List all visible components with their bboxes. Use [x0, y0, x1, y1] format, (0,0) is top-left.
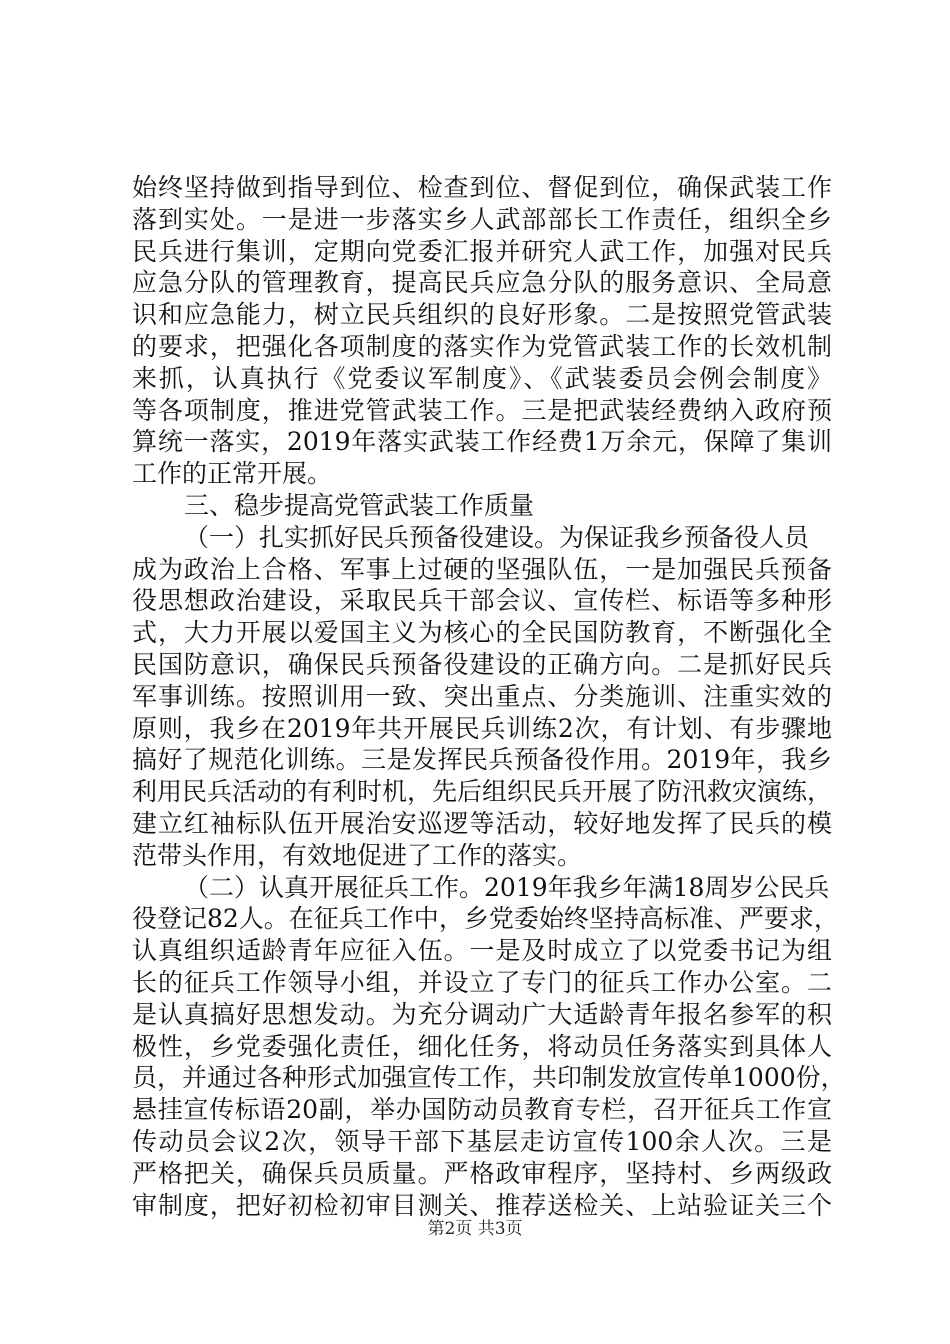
text-line: 员，并通过各种形式加强宣传工作，共印制发放宣传单1000份，	[132, 1063, 846, 1093]
document-body	[132, 172, 846, 1221]
text-line: 搞好了规范化训练。三是发挥民兵预备役作用。2019年，我乡	[132, 745, 832, 775]
subsection-heading: （二）认真开展征兵工作。2019年我乡年满18周岁公民兵	[184, 872, 830, 902]
text-line: 等各项制度，推进党管武装工作。三是把武装经费纳入政府预	[132, 395, 832, 425]
text-line: 是认真搞好思想发动。为充分调动广大适龄青年报名参军的积	[132, 999, 832, 1029]
text-line: 军事训练。按照训用一致、突出重点、分类施训、注重实效的	[132, 681, 832, 711]
text-line: 成为政治上合格、军事上过硬的坚强队伍，一是加强民兵预备	[132, 554, 832, 584]
text-line: 民兵进行集训，定期向党委汇报并研究人武工作，加强对民兵	[132, 236, 832, 266]
text-line: 认真组织适龄青年应征入伍。一是及时成立了以党委书记为组	[132, 936, 832, 966]
text-line: 始终坚持做到指导到位、检查到位、督促到位，确保武装工作	[132, 173, 832, 202]
text-line: 工作的正常开展。	[132, 459, 333, 489]
text-line: 长的征兵工作领导小组，并设立了专门的征兵工作办公室。二	[132, 967, 832, 997]
subsection-heading: （一）扎实抓好民兵预备役建设。为保证我乡预备役人员	[184, 522, 810, 552]
page-number-footer: 第2页 共3页	[427, 1219, 523, 1239]
text-line: 极性，乡党委强化责任，细化任务，将动员任务落实到具体人	[132, 1031, 832, 1061]
text-line: 传动员会议2次，领导干部下基层走访宣传100余人次。三是	[132, 1126, 832, 1156]
text-line: 严格把关，确保兵员质量。严格政审程序，坚持村、乡两级政	[132, 1158, 832, 1188]
text-line: 来抓，认真执行《党委议军制度》、《武装委员会例会制度》	[132, 363, 832, 393]
text-line: 建立红袖标队伍开展治安巡逻等活动，较好地发挥了民兵的模	[132, 808, 832, 838]
text-line: 的要求，把强化各项制度的落实作为党管武装工作的长效机制	[132, 331, 832, 361]
text-line: 民国防意识，确保民兵预备役建设的正确方向。二是抓好民兵	[132, 649, 832, 679]
text-line: 应急分队的管理教育，提高民兵应急分队的服务意识、全局意	[132, 268, 832, 298]
text-line: 役登记82人。在征兵工作中，乡党委始终坚持高标准、严要求，	[132, 904, 839, 934]
text-line: 审制度，把好初检初审目测关、推荐送检关、上站验证关三个	[132, 1190, 832, 1220]
text-line: 原则，我乡在2019年共开展民兵训练2次，有计划、有步骤地	[132, 713, 832, 743]
text-line: 识和应急能力，树立民兵组织的良好形象。二是按照党管武装	[132, 300, 832, 330]
text-line: 落到实处。一是进一步落实乡人武部部长工作责任，组织全乡	[132, 204, 832, 234]
text-line: 役思想政治建设，采取民兵干部会议、宣传栏、标语等多种形	[132, 586, 832, 616]
text-line: 利用民兵活动的有利时机，先后组织民兵开展了防汛救灾演练，	[132, 777, 833, 807]
section-heading: 三、稳步提高党管武装工作质量	[184, 490, 535, 520]
text-line: 式，大力开展以爱国主义为核心的全民国防教育，不断强化全	[132, 618, 832, 648]
text-line: 范带头作用，有效地促进了工作的落实。	[132, 840, 583, 870]
text-line: 算统一落实，2019年落实武装工作经费1万余元，保障了集训	[132, 427, 832, 457]
text-line: 悬挂宣传标语20副，举办国防动员教育专栏，召开征兵工作宣	[132, 1095, 832, 1125]
